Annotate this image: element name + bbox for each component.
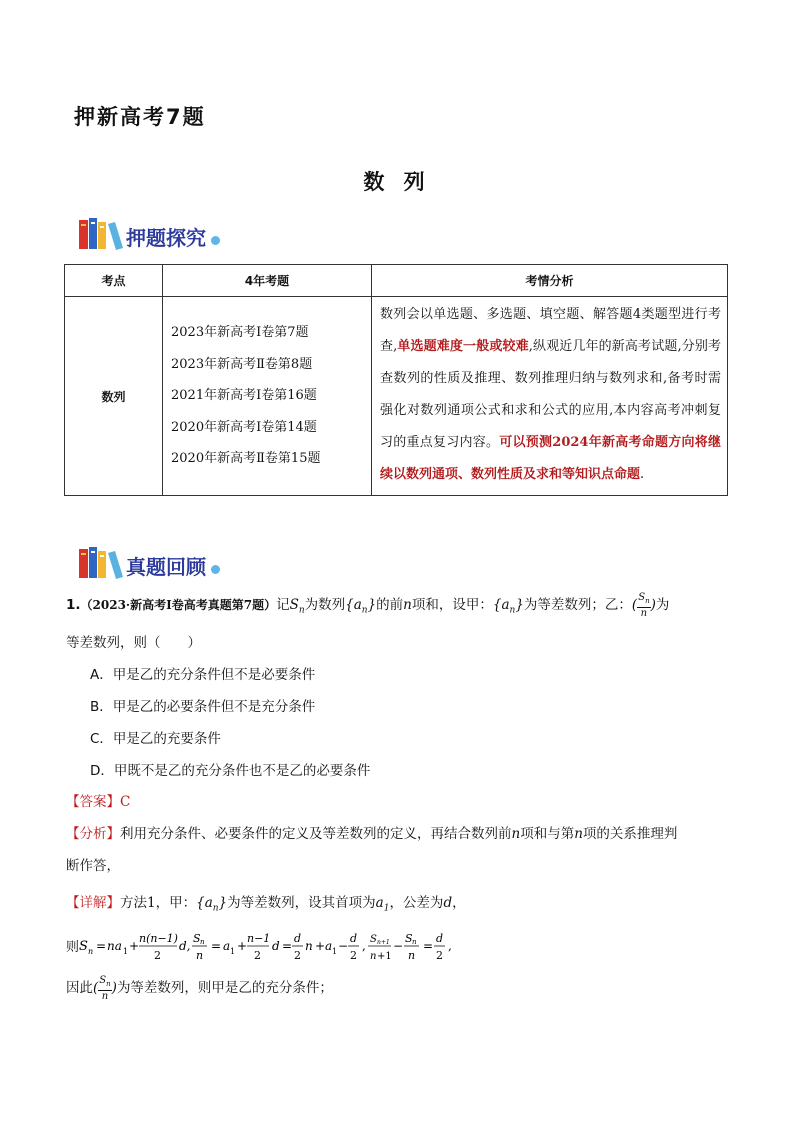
svg-text:a: a: [325, 939, 333, 953]
exam-item: 2020年新高考Ⅰ卷第14题: [171, 419, 317, 435]
svg-text:1: 1: [123, 947, 129, 956]
section-label: 真题回顾: [126, 555, 206, 579]
math-n: n: [403, 597, 412, 613]
svg-text:n(n−1): n(n−1): [139, 932, 178, 945]
analysis-line: [66, 819, 730, 849]
svg-text:na: na: [107, 939, 122, 953]
math-set-an: $\{a_n\}$: [492, 597, 524, 616]
topic-cell: 数列: [65, 297, 163, 496]
question-source: （2023·新高考Ⅰ卷高考真题第7题）: [80, 598, 277, 612]
detail-text: 为等差数列，则甲是乙的充分条件；: [116, 980, 333, 996]
svg-text:n: n: [370, 951, 377, 962]
formula-line: [66, 924, 489, 966]
answer-value: C: [120, 794, 131, 810]
bullet-dot-icon: [211, 565, 220, 574]
table-header: 考情分析: [372, 265, 728, 297]
exam-item: 2023年新高考Ⅰ卷第7题: [171, 325, 309, 341]
svg-text:+: +: [129, 939, 140, 953]
question-number: 1.: [66, 597, 81, 613]
svg-text:2: 2: [436, 949, 444, 962]
detail-text: ，公差为: [389, 895, 444, 911]
exam-item: 2023年新高考Ⅱ卷第8题: [171, 356, 313, 372]
detail-line1: [66, 888, 730, 924]
math-set-an: $\{a_n\}$: [345, 597, 377, 616]
svg-text:n: n: [196, 949, 204, 962]
svg-text:+1: +1: [377, 951, 392, 962]
svg-text:n: n: [412, 938, 417, 946]
question-line2: 等差数列，则（ ）: [66, 635, 201, 651]
detail-text: 则: [66, 939, 80, 955]
analysis-text: 项和与第: [520, 826, 575, 842]
svg-text:n: n: [200, 938, 205, 946]
svg-text:+: +: [237, 939, 248, 953]
math-d: d: [443, 895, 453, 911]
svg-text:2: 2: [350, 949, 358, 962]
analysis-text: ,纵观近几年的新高考试题,分别考查数列的性质及推理、数列推理归纳与数列求和,备考时需强化对数列通项公式和求和公式的应用,本内容高考冲刺复习的重点复习内容。: [380, 339, 721, 450]
section-header-review: [78, 545, 220, 579]
answer-tag: 【答案】: [66, 794, 120, 810]
analysis-text: 项的关系推理判: [582, 826, 678, 842]
option-a: A．甲是乙的充分条件但不是必要条件: [90, 667, 316, 683]
question-text: 为等差数列；乙：: [523, 597, 632, 613]
analysis-highlight: 可以预测2024年新高考命题方向将继续以数列通项、数列性质及求和等知识点命题: [380, 435, 721, 482]
svg-text:2: 2: [154, 949, 162, 962]
math-frac-Sn-n: ( $\frac{S_n}{n}$ ): [93, 975, 117, 1002]
table-row: [65, 297, 728, 496]
analysis-text: 利用充分条件、必要条件的定义及等差数列的定义，再结合数列前: [120, 826, 512, 842]
math-n: n: [511, 826, 521, 842]
math-a1: $a_1$: [375, 895, 390, 914]
math-n: n: [574, 826, 583, 842]
option-c: C．甲是乙的充要条件: [90, 731, 221, 747]
topic-heading: 数 列: [363, 170, 431, 194]
svg-text:n: n: [408, 949, 416, 962]
detail-text: 方法1，甲：: [120, 895, 197, 911]
question-stem: [66, 590, 730, 626]
detail-text: 为等差数列，设其首项为: [227, 895, 376, 911]
question-text: 项和，设甲：: [411, 597, 493, 613]
option-b: B．甲是乙的必要条件但不是充分条件: [90, 699, 316, 715]
question-text: 的前: [376, 597, 404, 613]
svg-text:d,: d,: [179, 939, 191, 953]
svg-text:n−1: n−1: [247, 932, 271, 945]
analysis-cell: [372, 297, 728, 496]
svg-text:−: −: [393, 939, 404, 953]
analysis-highlight: 单选题难度一般或较难: [397, 339, 529, 354]
svg-text:=: =: [211, 939, 222, 953]
exam-analysis-table: [64, 264, 728, 496]
svg-text:+: +: [315, 939, 326, 953]
svg-text:d: d: [294, 932, 302, 945]
detail-text: 因此: [66, 980, 93, 996]
analysis-text: 数列会以单选题、多选题、填空题、解答题4类题型进行考查,: [380, 307, 721, 354]
math-Sn: $S_n$: [289, 597, 305, 616]
section-header-explore: [78, 216, 220, 250]
svg-text:n+1: n+1: [377, 939, 390, 946]
svg-text:1: 1: [230, 947, 236, 956]
svg-text:,: ,: [362, 939, 366, 953]
detail-text: ，: [452, 895, 466, 911]
exam-item: 2021年新高考Ⅰ卷第16题: [171, 388, 317, 404]
page-title: 押新高考7题: [74, 105, 206, 129]
svg-text:=: =: [423, 939, 434, 953]
exam-list-cell: [163, 297, 372, 496]
exam-item: 2020年新高考Ⅱ卷第15题: [171, 451, 321, 467]
bullet-dot-icon: [211, 236, 220, 245]
books-icon: [78, 545, 124, 579]
detail-tag: 【详解】: [66, 895, 120, 911]
svg-text:d: d: [436, 932, 444, 945]
question-text: 为数列: [304, 597, 346, 613]
svg-text:S: S: [405, 932, 413, 945]
svg-text:=: =: [282, 939, 293, 953]
svg-text:n: n: [88, 947, 94, 956]
svg-text:a: a: [223, 939, 231, 953]
svg-text:d: d: [272, 939, 280, 953]
analysis-text: .: [640, 467, 645, 482]
table-header-row: [65, 265, 728, 297]
answer-line: [66, 787, 130, 817]
svg-text:S: S: [370, 934, 377, 945]
svg-text:,: ,: [448, 939, 452, 953]
detail-line3: [66, 973, 333, 1003]
svg-text:2: 2: [294, 949, 302, 962]
books-icon: [78, 216, 124, 250]
question-text: 记: [276, 597, 290, 613]
option-d: D．甲既不是乙的充分条件也不是乙的必要条件: [90, 763, 371, 779]
table-header: 4年考题: [163, 265, 372, 297]
svg-text:d: d: [350, 932, 358, 945]
table-header: 考点: [65, 265, 163, 297]
section-label: 押题探究: [126, 226, 206, 250]
svg-text:S: S: [193, 932, 201, 945]
math-frac-Sn-n: ( $\frac{S_n}{n}$ ): [631, 592, 656, 619]
analysis-tag: 【分析】: [66, 826, 120, 842]
question-text: 为: [655, 597, 670, 613]
svg-text:−: −: [338, 939, 349, 953]
svg-text:2: 2: [254, 949, 262, 962]
svg-text:=: =: [96, 939, 107, 953]
svg-text:S: S: [79, 939, 88, 954]
math-set-an: $\{a_n\}$: [196, 895, 228, 914]
svg-text:1: 1: [332, 947, 338, 956]
equation-image: [79, 924, 489, 966]
analysis-line2: 断作答，: [66, 858, 120, 874]
svg-text:n: n: [305, 939, 313, 953]
